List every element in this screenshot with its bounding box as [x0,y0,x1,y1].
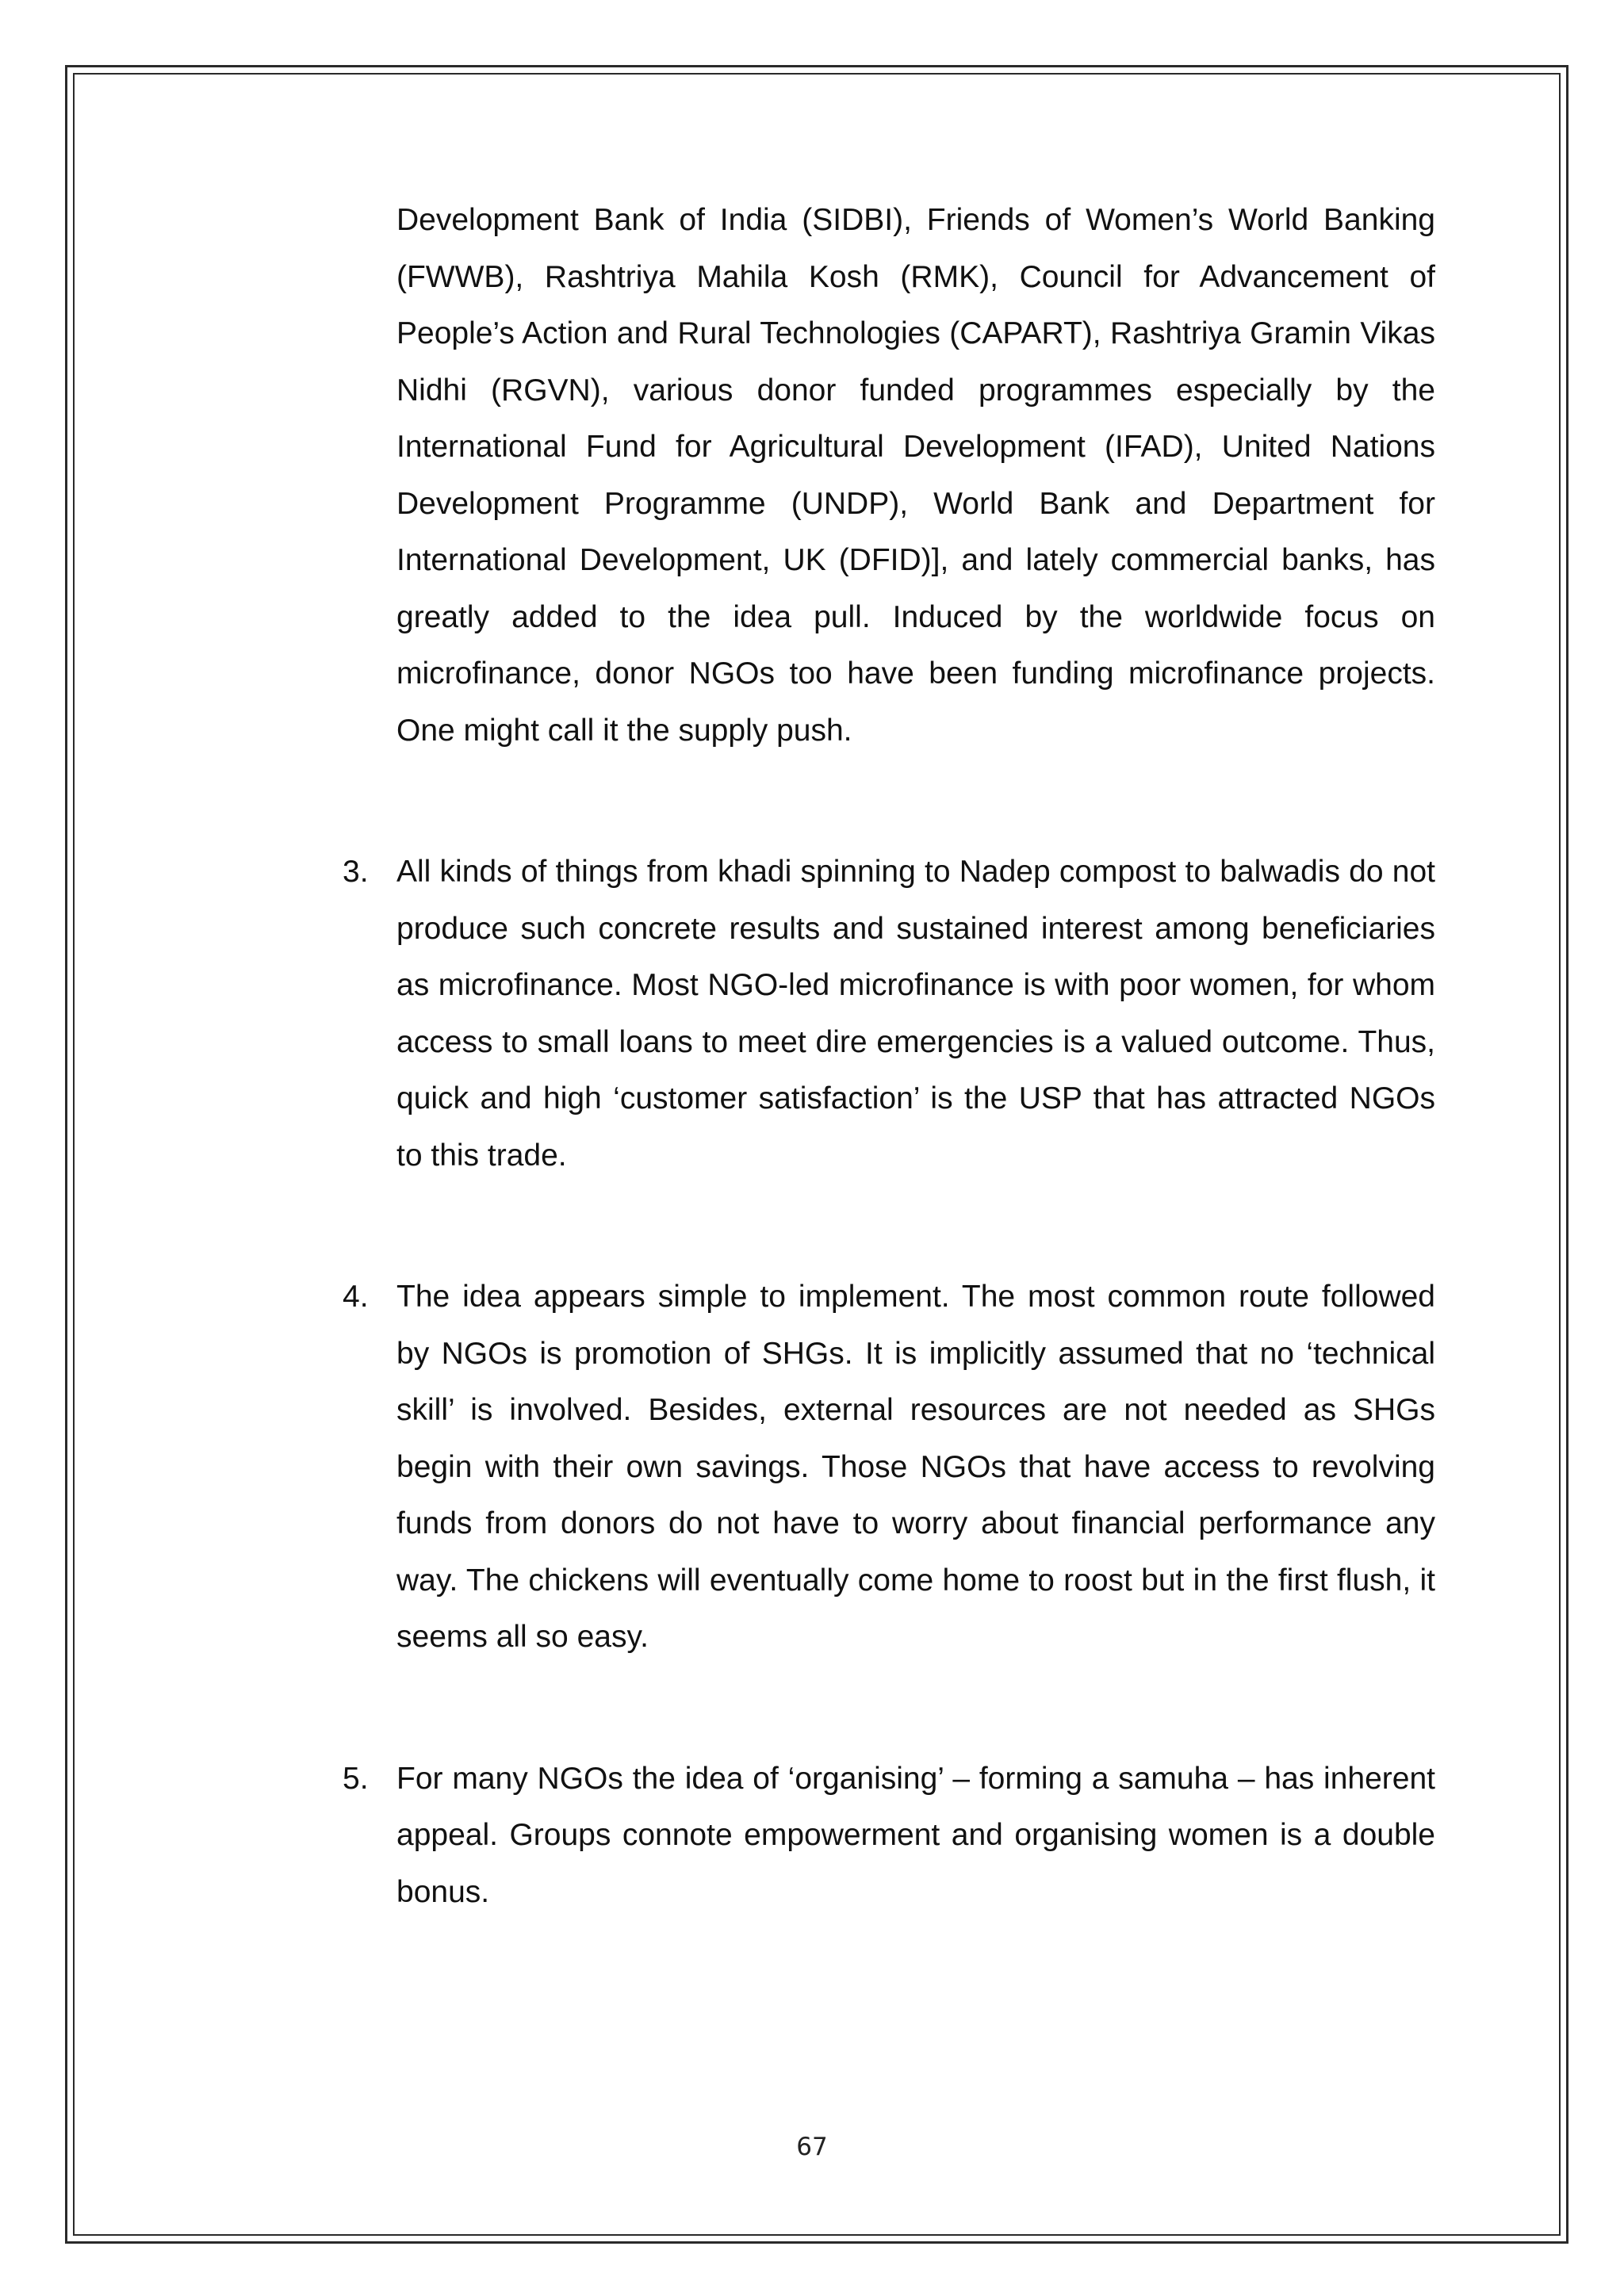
paragraph-gap [396,1184,1435,1269]
list-item-number: 4. [343,1280,369,1314]
paragraph-gap [396,759,1435,844]
list-item-text: All kinds of things from khadi spinning to Nadep compost to balwadis do not produce such concrete results and sustained interest among beneficiaries as microfinance. Most NGO-led microfinance is with poor women, for whom access to small loans to meet dire emergencies is a valued outcome. Thus, quick and high ‘customer satisfaction’ is the USP that has attracted NGOs to this trade. [396,855,1435,1173]
list-item-4 [343,1269,1435,1666]
list-item-3 [343,844,1435,1184]
list-item-number: 5. [343,1761,369,1796]
list-item-number: 3. [343,855,369,889]
paragraph-gap [396,1666,1435,1751]
page-number: 67 [796,2133,828,2161]
list-item-text: For many NGOs the idea of ‘organising’ – forming a samuha – has inherent appeal. Groups connote empowerment and organising women is a double bonus. [396,1761,1435,1909]
continuation-paragraph: Development Bank of India (SIDBI), Friends of Women’s World Banking (FWWB), Rashtriya Mahila Kosh (RMK), Council for Advancement of People’s Action and Rural Technologies (CAPART), Rashtriya Gramin Vikas Nidhi (RGVN), various donor funded programmes especially by the International Fund for Agricultural Development (IFAD), United Nations Development Programme (UNDP), World Bank and Department for International Development, UK (DFID)], and lately commercial banks, has greatly added to the idea pull. Induced by the worldwide focus on microfinance, donor NGOs too have been funding microfinance projects. One might call it the supply push. [396,203,1435,748]
list-item-text: The idea appears simple to implement. The most common route followed by NGOs is promotion of SHGs. It is implicitly assumed that no ‘technical skill’ is involved. Besides, external resources are not needed as SHGs begin with their own savings. Those NGOs that have access to revolving funds from donors do not have to worry about financial performance any way. The chickens will eventually come home to roost but in the first flush, it seems all so easy. [396,1280,1435,1654]
list-item-5 [343,1751,1435,1921]
page-content [343,192,1435,1920]
